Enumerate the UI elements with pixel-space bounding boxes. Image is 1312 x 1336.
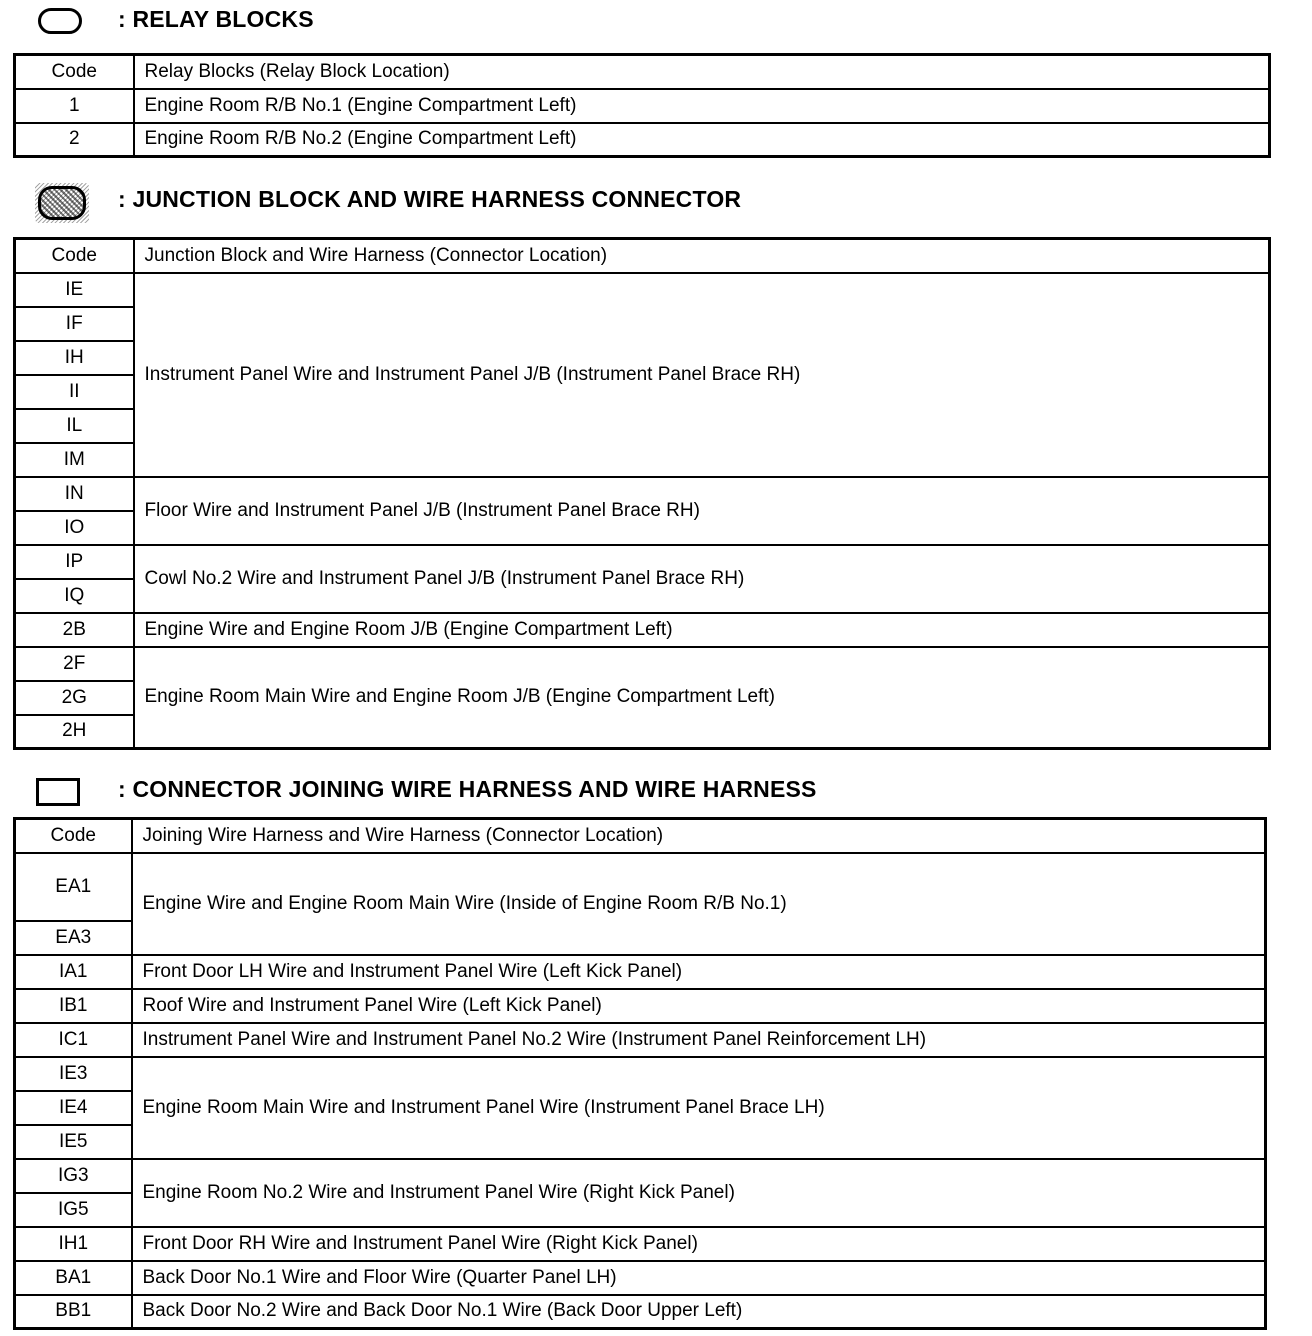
row-code: IN xyxy=(15,477,134,511)
row-code: BB1 xyxy=(15,1295,132,1329)
row-code: IO xyxy=(15,511,134,545)
row-desc: Back Door No.1 Wire and Floor Wire (Quarter Panel LH) xyxy=(132,1261,1266,1295)
table-row xyxy=(15,477,1270,511)
row-code: BA1 xyxy=(15,1261,132,1295)
row-code: IP xyxy=(15,545,134,579)
row-desc: Instrument Panel Wire and Instrument Panel No.2 Wire (Instrument Panel Reinforcement LH) xyxy=(132,1023,1266,1057)
row-desc: Front Door LH Wire and Instrument Panel Wire (Left Kick Panel) xyxy=(132,955,1266,989)
table-row xyxy=(15,123,1270,157)
row-code: IH1 xyxy=(15,1227,132,1261)
row-code: IF xyxy=(15,307,134,341)
row-desc: Cowl No.2 Wire and Instrument Panel J/B (Instrument Panel Brace RH) xyxy=(134,545,1270,613)
header-desc: Joining Wire Harness and Wire Harness (Connector Location) xyxy=(132,819,1266,853)
row-desc: Engine Room R/B No.2 (Engine Compartment Left) xyxy=(134,123,1270,157)
row-desc: Floor Wire and Instrument Panel J/B (Instrument Panel Brace RH) xyxy=(134,477,1270,545)
row-desc: Roof Wire and Instrument Panel Wire (Left Kick Panel) xyxy=(132,989,1266,1023)
row-code: 2H xyxy=(15,715,134,749)
row-code: IC1 xyxy=(15,1023,132,1057)
row-code: 2F xyxy=(15,647,134,681)
row-code: EA3 xyxy=(15,921,132,955)
connector-symbol-icon xyxy=(36,778,80,806)
header-code: Code xyxy=(15,239,134,273)
row-code: IM xyxy=(15,443,134,477)
header-code: Code xyxy=(15,55,134,89)
table-row xyxy=(15,545,1270,579)
row-desc: Engine Wire and Engine Room Main Wire (Inside of Engine Room R/B No.1) xyxy=(132,853,1266,955)
row-desc: Front Door RH Wire and Instrument Panel Wire (Right Kick Panel) xyxy=(132,1227,1266,1261)
row-code: IH xyxy=(15,341,134,375)
header-code: Code xyxy=(15,819,132,853)
connector-section-title: : CONNECTOR JOINING WIRE HARNESS AND WIRE HARNESS xyxy=(118,776,817,802)
row-desc: Engine Room R/B No.1 (Engine Compartment Left) xyxy=(134,89,1270,123)
row-code: 2 xyxy=(15,123,134,157)
row-code: IL xyxy=(15,409,134,443)
row-desc: Engine Room Main Wire and Engine Room J/B (Engine Compartment Left) xyxy=(134,647,1270,749)
relay-block-symbol-icon xyxy=(38,8,82,34)
table-header-row xyxy=(15,819,1266,853)
table-row xyxy=(15,955,1266,989)
row-code: II xyxy=(15,375,134,409)
header-desc: Relay Blocks (Relay Block Location) xyxy=(134,55,1270,89)
junction-block-symbol-icon xyxy=(38,186,86,220)
table-row xyxy=(15,853,1266,921)
table-header-row xyxy=(15,239,1270,273)
relay-table xyxy=(13,53,1271,158)
row-code: 2G xyxy=(15,681,134,715)
row-code: IE4 xyxy=(15,1091,132,1125)
table-row xyxy=(15,273,1270,307)
table-header-row xyxy=(15,55,1270,89)
table-row xyxy=(15,1261,1266,1295)
row-code: IE xyxy=(15,273,134,307)
table-row xyxy=(15,989,1266,1023)
table-row xyxy=(15,1023,1266,1057)
row-code: IB1 xyxy=(15,989,132,1023)
header-desc: Junction Block and Wire Harness (Connector Location) xyxy=(134,239,1270,273)
table-row xyxy=(15,1159,1266,1193)
row-code: IA1 xyxy=(15,955,132,989)
row-code: 2B xyxy=(15,613,134,647)
connector-table xyxy=(13,817,1267,1330)
table-row xyxy=(15,1295,1266,1329)
row-code: IQ xyxy=(15,579,134,613)
row-code: IG5 xyxy=(15,1193,132,1227)
row-code: IE5 xyxy=(15,1125,132,1159)
table-row xyxy=(15,647,1270,681)
relay-section-title: : RELAY BLOCKS xyxy=(118,6,314,32)
table-row xyxy=(15,1227,1266,1261)
table-row xyxy=(15,613,1270,647)
table-row xyxy=(15,89,1270,123)
row-desc: Engine Room Main Wire and Instrument Panel Wire (Instrument Panel Brace LH) xyxy=(132,1057,1266,1159)
table-row xyxy=(15,1057,1266,1091)
row-code: IG3 xyxy=(15,1159,132,1193)
row-code: EA1 xyxy=(15,853,132,921)
row-desc: Back Door No.2 Wire and Back Door No.1 Wire (Back Door Upper Left) xyxy=(132,1295,1266,1329)
junction-section-title: : JUNCTION BLOCK AND WIRE HARNESS CONNECTOR xyxy=(118,186,742,212)
row-desc: Engine Room No.2 Wire and Instrument Panel Wire (Right Kick Panel) xyxy=(132,1159,1266,1227)
row-desc: Instrument Panel Wire and Instrument Panel J/B (Instrument Panel Brace RH) xyxy=(134,273,1270,477)
row-code: IE3 xyxy=(15,1057,132,1091)
row-code: 1 xyxy=(15,89,134,123)
row-desc: Engine Wire and Engine Room J/B (Engine Compartment Left) xyxy=(134,613,1270,647)
junction-table xyxy=(13,237,1271,750)
